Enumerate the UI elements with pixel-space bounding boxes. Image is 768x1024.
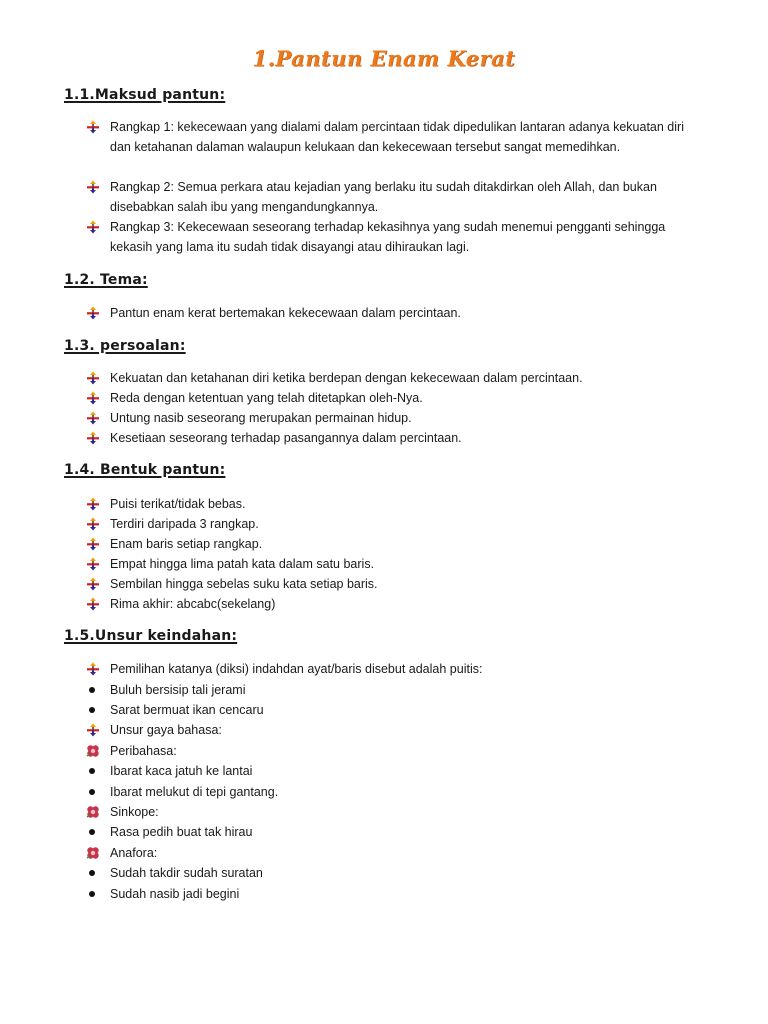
list-item: Enam baris setiap rangkap.	[86, 534, 686, 554]
arrow-cross-icon	[86, 517, 100, 531]
arrow-cross-icon	[86, 431, 100, 445]
list-item: Rangkap 3: Kekecewaan seseorang terhadap kekasihnya yang sudah menemui pengganti sehingga kekasih yang lama itu sudah tidak disayangi atau dihiraukan lagi.	[86, 217, 686, 257]
arrow-cross-icon	[86, 537, 100, 551]
arrow-cross-icon	[86, 371, 100, 385]
arrow-cross-icon	[86, 306, 100, 320]
list-item: Rangkap 2: Semua perkara atau kejadian yang berlaku itu sudah ditakdirkan oleh Allah, dan bukan disebabkan salah ibu yang mengandungkannya.	[86, 177, 686, 217]
arrow-cross-icon	[86, 411, 100, 425]
arrow-cross-icon	[86, 597, 100, 611]
list-item: Pemilihan katanya (diksi) indahdan ayat/baris disebut adalah puitis:	[86, 659, 686, 679]
arrow-cross-icon	[86, 120, 100, 134]
dot-icon	[89, 789, 95, 795]
section-heading-bentuk: 1.4. Bentuk pantun:	[64, 462, 226, 478]
dot-icon	[89, 707, 95, 713]
list-item: Kesetiaan seseorang terhadap pasangannya dalam percintaan.	[86, 428, 686, 448]
arrow-cross-icon	[86, 497, 100, 511]
list-item: Peribahasa:	[86, 741, 686, 761]
list-item: Reda dengan ketentuan yang telah ditetapkan oleh-Nya.	[86, 388, 686, 408]
dot-icon	[89, 768, 95, 774]
dot-icon	[89, 687, 95, 693]
list-item: Empat hingga lima patah kata dalam satu baris.	[86, 554, 686, 574]
list-item: Puisi terikat/tidak bebas.	[86, 494, 686, 514]
list-item: Untung nasib seseorang merupakan permainan hidup.	[86, 408, 686, 428]
section-heading-maksud: 1.1.Maksud pantun:	[64, 87, 226, 103]
section-heading-keindahan: 1.5.Unsur keindahan:	[64, 628, 238, 644]
page-title: 1.Pantun Enam Kerat	[252, 46, 516, 71]
flower-icon	[86, 744, 100, 758]
list-item: Pantun enam kerat bertemakan kekecewaan dalam percintaan.	[86, 303, 686, 323]
list-item: Sarat bermuat ikan cencaru	[86, 700, 686, 720]
list-item: Rangkap 1: kekecewaan yang dialami dalam percintaan tidak dipedulikan lantaran adanya kekuatan diri dan ketahanan dalaman walaupun kelukaan dan kekecewaan tersebut sangat memedihkan.	[86, 117, 686, 157]
section-heading-persoalan: 1.3. persoalan:	[64, 338, 186, 354]
arrow-cross-icon	[86, 557, 100, 571]
list-item: Rasa pedih buat tak hirau	[86, 822, 686, 842]
arrow-cross-icon	[86, 220, 100, 234]
list-item: Ibarat melukut di tepi gantang.	[86, 782, 686, 802]
list-item: Sudah takdir sudah suratan	[86, 863, 686, 883]
arrow-cross-icon	[86, 180, 100, 194]
arrow-cross-icon	[86, 577, 100, 591]
section-heading-tema: 1.2. Tema:	[64, 272, 148, 288]
arrow-cross-icon	[86, 391, 100, 405]
flower-icon	[86, 805, 100, 819]
flower-icon	[86, 846, 100, 860]
list-item: Rima akhir: abcabc(sekelang)	[86, 594, 686, 614]
list-item: Terdiri daripada 3 rangkap.	[86, 514, 686, 534]
dot-icon	[89, 870, 95, 876]
list-item: Kekuatan dan ketahanan diri ketika berdepan dengan kekecewaan dalam percintaan.	[86, 368, 686, 388]
list-item: Unsur gaya bahasa:	[86, 720, 686, 740]
arrow-cross-icon	[86, 662, 100, 676]
list-item: Anafora:	[86, 843, 686, 863]
list-item: Sembilan hingga sebelas suku kata setiap baris.	[86, 574, 686, 594]
list-item: Sudah nasib jadi begini	[86, 884, 686, 904]
dot-icon	[89, 829, 95, 835]
dot-icon	[89, 891, 95, 897]
arrow-cross-icon	[86, 723, 100, 737]
list-item: Sinkope:	[86, 802, 686, 822]
list-item: Buluh bersisip tali jerami	[86, 680, 686, 700]
list-item: Ibarat kaca jatuh ke lantai	[86, 761, 686, 781]
